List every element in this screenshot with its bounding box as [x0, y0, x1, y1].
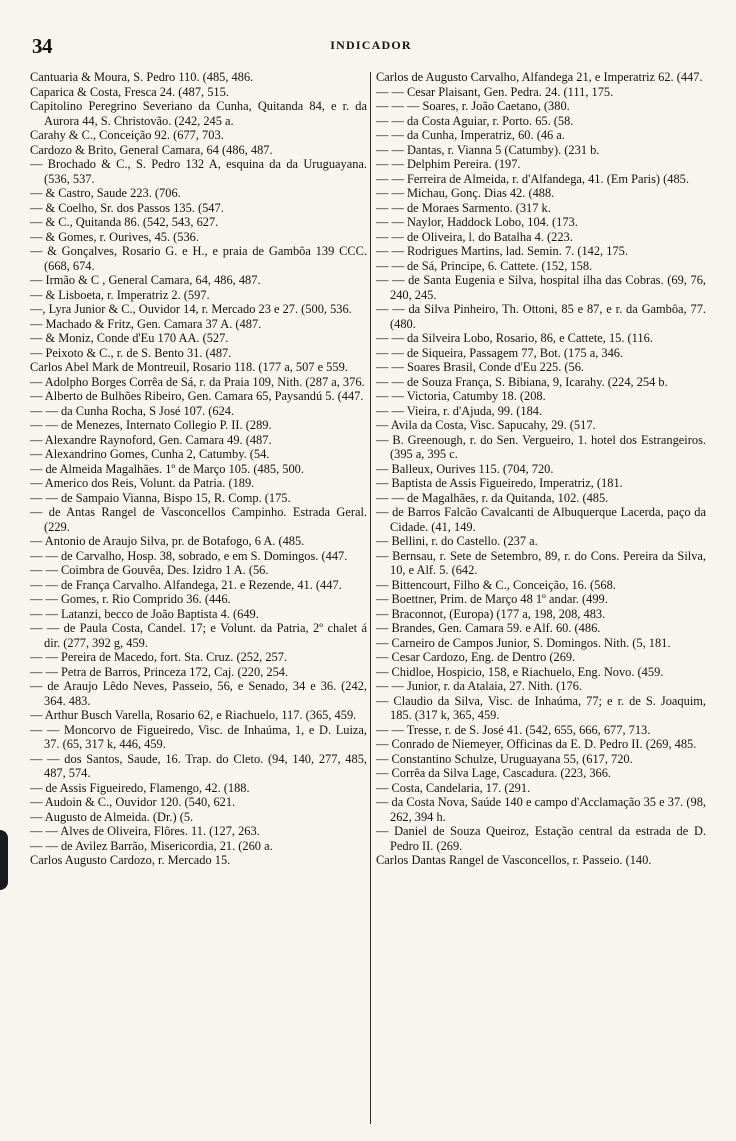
left-column-entry: — de Assis Figueiredo, Flamengo, 42. (188.	[30, 780, 250, 795]
left-column-entry: — — de Menezes, Internato Collegio P. II. (289.	[30, 418, 272, 432]
right-column-entry: — — da Silveira Lobo, Rosario, 86, e Cattete, 15. (116.	[376, 331, 653, 345]
left-column-entry: — — de Carvalho, Hosp. 38, sobrado, e em S. Domingos. (447.	[30, 548, 348, 563]
left-column-entry: — Audoin & C., Ouvidor 120. (540, 621.	[30, 795, 236, 809]
left-column	[30, 70, 367, 1130]
left-column-entry: — de Almeida Magalhães. 1º de Março 105. (485, 500.	[30, 461, 304, 476]
left-column-entry: — — Petra de Barros, Princeza 172, Caj. (220, 254.	[30, 664, 289, 679]
right-column-entry: — Balleux, Ourives 115. (704, 720.	[376, 461, 554, 476]
right-column-entry: — Bernsau, r. Sete de Setembro, 89, r. do Cons. Pereira da Silva, 10, e Alf. 5. (642.	[376, 548, 706, 577]
left-column-entry: — & C., Quitanda 86. (542, 543, 627.	[30, 215, 219, 229]
left-column-entry: — Americo dos Reis, Volunt. da Patria. (189.	[30, 476, 255, 490]
right-column-entry: — Cesar Cardozo, Eng. de Dentro (269.	[376, 650, 576, 664]
right-column-entry: — — Naylor, Haddock Lobo, 104. (173.	[376, 215, 578, 229]
right-column-entry: — Baptista de Assis Figueiredo, Imperatriz, (181.	[376, 476, 623, 490]
margin-ink-mark	[0, 830, 8, 890]
right-column-entry: — — da Costa Aguiar, r. Porto. 65. (58.	[376, 113, 574, 128]
left-column-entry: Carlos Abel Mark de Montreuil, Rosario 118. (177 a, 507 e 559.	[30, 360, 348, 374]
left-column-entry: — — Pereira de Macedo, fort. Sta. Cruz. (252, 257.	[30, 650, 288, 664]
right-column-entry: — Constantino Schulze, Uruguayana 55, (617, 720.	[376, 751, 633, 766]
right-column-entry: — — Junior, r. da Atalaia, 27. Nith. (176.	[376, 679, 582, 693]
right-column-entry: — — Delphim Pereira. (197.	[376, 157, 521, 171]
left-column-entry: — — dos Santos, Saude, 16. Trap. do Cleto. (94, 140, 277, 485, 487, 574.	[30, 751, 367, 780]
right-column-entry: — — Dantas, r. Vianna 5 (Catumby). (231 b.	[376, 142, 600, 157]
left-column-entry: — — da Cunha Rocha, S José 107. (624.	[30, 403, 235, 418]
right-column-entry: — Costa, Candelaria, 17. (291.	[376, 780, 531, 795]
right-column-entry: — — — Soares, r. João Caetano, (380.	[376, 99, 570, 113]
right-column-entry: — — de Oliveira, l. do Batalha 4. (223.	[376, 229, 573, 244]
right-column-entry: — — de Sá, Principe, 6. Cattete. (152, 158.	[376, 258, 593, 273]
right-column-entry: — Claudio da Silva, Visc. de Inhaúma, 77; e r. de S. Joaquim, 185. (317 k, 365, 459.	[376, 693, 706, 722]
right-column	[376, 70, 706, 1130]
right-column-entry: — Bittencourt, Filho & C., Conceição, 16. (568.	[376, 577, 616, 592]
left-column-entry: — — de França Carvalho. Alfandega, 21. e Rezende, 41. (447.	[30, 577, 342, 592]
left-column-entry: — de Araujo Lêdo Neves, Passeio, 56, e Senado, 34 e 36. (242, 364. 483.	[30, 679, 367, 708]
left-column-entry: Cantuaria & Moura, S. Pedro 110. (485, 486.	[30, 70, 254, 84]
page-header	[26, 34, 716, 58]
left-column-entry: — Arthur Busch Varella, Rosario 62, e Riachuelo, 117. (365, 459.	[30, 708, 357, 722]
left-column-entry: — Alexandre Raynoford, Gen. Camara 49. (487.	[30, 432, 272, 447]
left-column-entry: — — de Sampaio Vianna, Bispo 15, R. Comp. (175.	[30, 490, 291, 505]
right-column-entry: — — Rodrigues Martins, lad. Semin. 7. (142, 175.	[376, 244, 628, 258]
left-column-entry: — de Antas Rangel de Vasconcellos Campinho. Estrada Geral. (229.	[30, 505, 367, 534]
left-column-entry: — Antonio de Araujo Silva, pr. de Botafogo, 6 A. (485.	[30, 534, 305, 548]
left-column-entry: — & Castro, Saude 223. (706.	[30, 186, 181, 200]
left-column-entry: — Machado & Fritz, Gen. Camara 37 A. (487.	[30, 316, 262, 331]
left-column-entry: — Peixoto & C., r. de S. Bento 31. (487.	[30, 345, 232, 360]
left-column-entry: — — Moncorvo de Figueiredo, Visc. de Inhaúma, 1, e D. Luiza, 37. (65, 317 k, 446, 459.	[30, 722, 367, 751]
right-column-entry: — Boettner, Prim. de Março 48 1º andar. (499.	[376, 592, 608, 606]
left-column-entry: — Alberto de Bulhões Ribeiro, Gen. Camara 65, Paysandú 5. (447.	[30, 389, 364, 403]
right-column-entry: — Carneiro de Campos Junior, S. Domingos. Nith. (5, 181.	[376, 635, 671, 650]
right-column-entry: — — da Cunha, Imperatriz, 60. (46 a.	[376, 128, 565, 142]
left-column-entry: — — Alves de Oliveira, Flôres. 11. (127, 263.	[30, 824, 260, 838]
left-column-entry: — Alexandrino Gomes, Cunha 2, Catumby. (54.	[30, 447, 270, 461]
left-column-entry: — Brochado & C., S. Pedro 132 A, esquina da da Uruguayana. (536, 537.	[30, 157, 367, 186]
left-column-entry: Caparica & Costa, Fresca 24. (487, 515.	[30, 84, 229, 99]
right-column-entry: — Corrêa da Silva Lage, Cascadura. (223, 366.	[376, 766, 612, 780]
right-column-entry: Carlos Dantas Rangel de Vasconcellos, r. Passeio. (140.	[376, 853, 652, 867]
left-column-entry: — — Gomes, r. Rio Comprido 36. (446.	[30, 592, 231, 606]
left-column-entry: — — Latanzi, becco de João Baptista 4. (649.	[30, 606, 259, 621]
right-column-entry: — — Soares Brasil, Conde d'Eu 225. (56.	[376, 360, 585, 374]
left-column-entry: Carlos Augusto Cardozo, r. Mercado 15.	[30, 853, 231, 867]
left-column-entry: — & Moniz, Conde d'Eu 170 AA. (527.	[30, 331, 229, 345]
right-column-entry: — Braconnot, (Europa) (177 a, 198, 208, 483.	[376, 606, 606, 621]
left-column-entry: — — de Paula Costa, Candel. 17; e Volunt. da Patria, 2º chalet á dir. (277, 392 g, 459.	[30, 621, 367, 650]
left-column-entry: — Irmão & C , General Camara, 64, 486, 487.	[30, 273, 261, 287]
right-column-entry: — B. Greenough, r. do Sen. Vergueiro, 1. hotel dos Estrangeiros. (395 a, 395 c.	[376, 432, 706, 461]
right-column-entry: — Avila da Costa, Visc. Sapucahy, 29. (517.	[376, 418, 596, 432]
running-title: INDICADOR	[330, 38, 412, 52]
right-column-entry: Carlos de Augusto Carvalho, Alfandega 21, e Imperatriz 62. (447.	[376, 70, 703, 84]
left-column-entry: —, Lyra Junior & C., Ouvidor 14, r. Mercado 23 e 27. (500, 536.	[30, 302, 352, 316]
page-number: 34	[32, 34, 52, 58]
right-column-entry: — — da Silva Pinheiro, Th. Ottoni, 85 e 87, e r. da Gambôa, 77. (480.	[376, 302, 706, 331]
right-column-entry: — Bellini, r. do Castello. (237 a.	[376, 534, 538, 548]
right-column-entry: — Brandes, Gen. Camara 59. e Alf. 60. (486.	[376, 621, 601, 635]
right-column-entry: — Conrado de Niemeyer, Officinas da E. D. Pedro II. (269, 485.	[376, 737, 697, 751]
right-column-entry: — — de Moraes Sarmento. (317 k.	[376, 200, 551, 215]
right-column-entry: — de Barros Falcão Cavalcanti de Albuquerque Lacerda, paço da Cidade. (41, 149.	[376, 505, 706, 534]
right-column-entry: — — Ferreira de Almeida, r. d'Alfandega, 41. (Em Paris) (485.	[376, 171, 689, 186]
column-divider	[370, 72, 371, 1124]
right-column-entry: — — de Magalhães, r. da Quitanda, 102. (485.	[376, 490, 609, 505]
left-column-entry: — & Lisboeta, r. Imperatriz 2. (597.	[30, 287, 210, 302]
right-column-entry: — — de Souza França, S. Bibiana, 9, Icarahy. (224, 254 b.	[376, 374, 668, 389]
left-column-entry: — & Gonçalves, Rosario G. e H., e praia de Gambôa 139 CCC. (668, 674.	[30, 244, 367, 273]
right-column-entry: — da Costa Nova, Saúde 140 e campo d'Acclamação 35 e 37. (98, 262, 394 h.	[376, 795, 706, 824]
right-column-entry: — — Vieira, r. d'Ajuda, 99. (184.	[376, 403, 543, 418]
left-column-entry: — Adolpho Borges Corrêa de Sá, r. da Praia 109, Nith. (287 a, 376.	[30, 374, 365, 389]
right-column-entry: — — Cesar Plaisant, Gen. Pedra. 24. (111, 175.	[376, 84, 614, 99]
left-column-entry: — — Coimbra de Gouvêa, Des. Izidro 1 A. (56.	[30, 563, 269, 577]
right-column-entry: — Daniel de Souza Queiroz, Estação central da estrada de D. Pedro II. (269.	[376, 824, 706, 853]
right-column-entry: — — Michau, Gonç. Dias 42. (488.	[376, 186, 555, 200]
right-column-entry: — — de Santa Eugenia e Silva, hospital ilha das Cobras. (69, 76, 240, 245.	[376, 273, 706, 302]
left-column-entry: — Augusto de Almeida. (Dr.) (5.	[30, 809, 194, 824]
right-column-entry: — — Victoria, Catumby 18. (208.	[376, 389, 546, 403]
left-column-entry: — & Gomes, r. Ourives, 45. (536.	[30, 229, 199, 244]
left-column-entry: Capitolino Peregrino Severiano da Cunha, Quitanda 84, e r. da Aurora 44, S. Christovão. (242, 245 a.	[30, 99, 367, 128]
left-column-entry: Cardozo & Brito, General Camara, 64 (486, 487.	[30, 142, 273, 157]
right-column-entry: — — de Siqueira, Passagem 77, Bot. (175 a, 346.	[376, 345, 624, 360]
left-column-entry: — — de Avilez Barrão, Misericordia, 21. (260 a.	[30, 838, 273, 853]
right-column-entry: — — Tresse, r. de S. José 41. (542, 655, 666, 677, 713.	[376, 722, 651, 737]
right-column-entry: — Chidloe, Hospicio, 158, e Riachuelo, Eng. Novo. (459.	[376, 664, 664, 679]
left-column-entry: Carahy & C., Conceição 92. (677, 703.	[30, 128, 224, 142]
left-column-entry: — & Coelho, Sr. dos Passos 135. (547.	[30, 200, 224, 215]
